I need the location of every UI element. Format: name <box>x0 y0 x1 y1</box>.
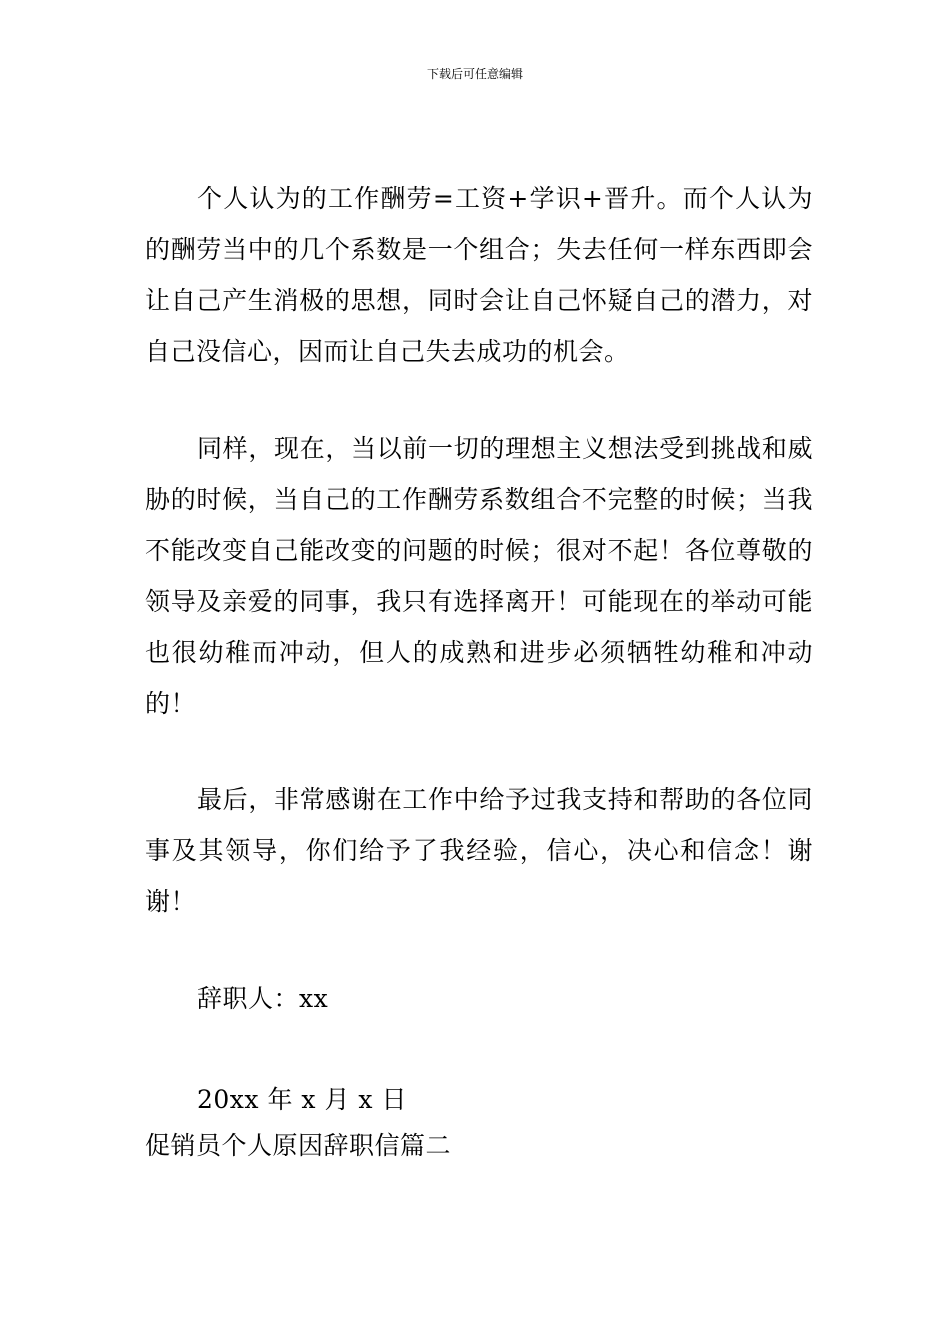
paragraph-work-reward: 个人认为的工作酬劳=工资+学识+晋升。而个人认为的酬劳当中的几个系数是一个组合；失去任何一样东西即会让自己产生消极的思想，同时会让自己怀疑自己的潜力，对自己没信心，因而让自己失去成功的机会。 <box>145 184 813 366</box>
signature-line: 辞职人：xx <box>197 984 329 1013</box>
paragraph-reason-leaving: 同样，现在，当以前一切的理想主义想法受到挑战和威胁的时候，当自己的工作酬劳系数组合不完整的时候；当我不能改变自己能改变的问题的时候；很对不起！各位尊敬的领导及亲爱的同事，我只有选择离开！可能现在的举动可能也很幼稚而冲动，但人的成熟和进步必须牺牲幼稚和冲动的！ <box>145 434 813 718</box>
header-note: 下载后可任意编辑 <box>426 67 523 81</box>
date-line: 20xx 年 x 月 x 日 <box>197 1085 407 1114</box>
next-section-title: 促销员个人原因辞职信篇二 <box>145 1131 452 1160</box>
paragraph-thanks: 最后，非常感谢在工作中给予过我支持和帮助的各位同事及其领导，你们给予了我经验，信心，决心和信念！谢谢！ <box>145 785 813 916</box>
